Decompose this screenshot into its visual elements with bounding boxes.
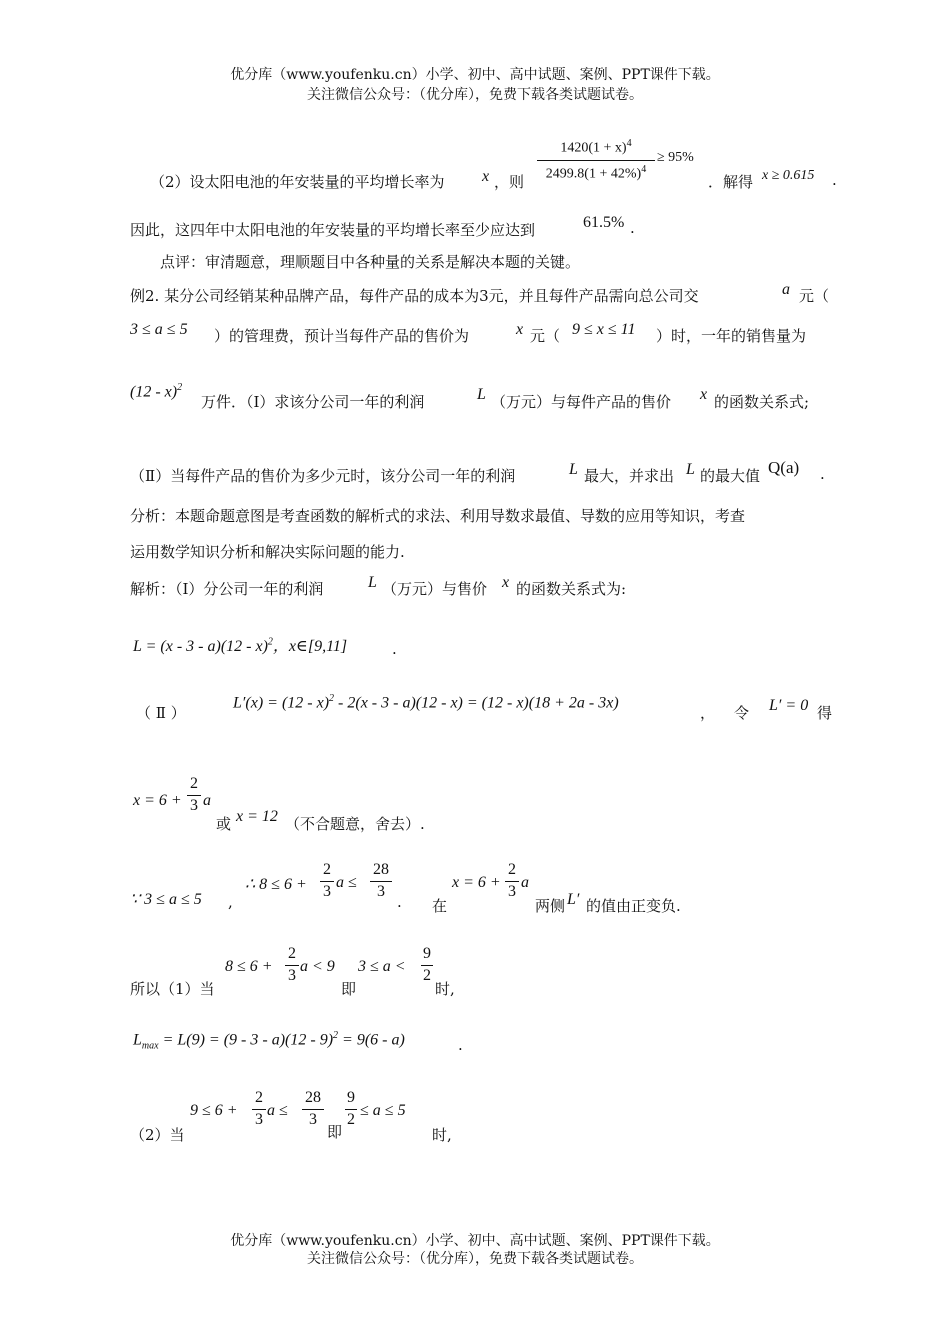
crit-a: x = 6 + [133,792,182,809]
therefore-end: . [397,893,402,911]
therefore-three-2: 3 [377,883,385,900]
ex2-var-a: a [782,281,790,298]
ex2-line3-b: （万元）与每件产品的售价 [491,393,672,411]
case1-nine: 9 [423,945,431,962]
case2-ji: 即 [327,1123,343,1141]
case2-two: 2 [255,1089,263,1106]
because: ∵ 3 ≤ a ≤ 5 [130,891,202,908]
solution-var-x: x [502,574,510,591]
case2-label: （2）当 [130,1126,185,1144]
ex2-var-L3: L [686,461,695,478]
crit-var: a [203,792,211,809]
deriv-comma: ， [700,704,716,722]
ex2-line3-c: 的函数关系式; [714,393,810,411]
therefore-two: 2 [323,861,331,878]
case2-three-2: 3 [309,1111,317,1128]
case2-range: ≤ a ≤ 5 [360,1102,406,1119]
case2-28: 28 [305,1089,321,1106]
ex2-line4-c: 的最大值 [700,467,761,485]
p1-frac-num: $1420(1 + x)^4$ [560,138,632,156]
footer-line-2: 关注微信公众号：（优分库），免费下载各类试题试卷。 [307,1251,643,1267]
solution-intro-b: （万元）与售价 [382,580,488,598]
p2-end: . [630,219,635,237]
ex2-line2-a: ）的管理费，预计当每件产品的售价为 [214,327,470,345]
part2-label: （ Ⅱ ） [136,704,186,722]
lmax-end: . [458,1036,463,1054]
lmax-eq: $L_{max} = L(9) = (9 - 3 - a)(12 - 9)^2 = 9(6 - a)$ [133,1030,405,1052]
case2-three: 3 [255,1111,263,1128]
case2-nine: 9 [347,1089,355,1106]
solution-var-L: L [368,574,377,591]
at-a: a [521,874,529,891]
therefore-b: a ≤ [336,874,357,891]
case2-frac-bar [252,1109,266,1110]
ex2-line1-b: 元（ [799,287,830,305]
sign-rest: 的值由正变负. [586,897,681,915]
case2-shi: 时, [432,1126,452,1144]
case2-ineq-a: 9 ≤ 6 + [190,1102,238,1119]
at-frac-bar [505,881,519,882]
case2-ineq-b: a ≤ [267,1102,288,1119]
ex2-var-x2: x [700,386,708,403]
p1-result: x ≥ 0.615 [762,168,815,183]
zai: 在 [432,897,448,915]
crit-reject: （不合题意，舍去）. [285,815,425,833]
ex2-line3-a: 万件．（Ⅰ）求该分公司一年的利润 [201,393,425,411]
therefore-frac-bar-2 [370,881,392,882]
p3-comment: 点评：审清题意，理顺题目中各种量的关系是解决本题的关键。 [160,253,581,271]
eq-profit-end: . [392,640,397,658]
crit-two: 2 [190,775,198,792]
p1-ge95: ≥ 95% [657,150,694,165]
case1-frac-bar-2 [421,965,433,966]
analysis-line2: 运用数学知识分析和解决实际问题的能力. [130,543,405,561]
sign-text: 两侧 [535,897,566,915]
case1-ineq-a: 8 ≤ 6 + [225,958,273,975]
eq-Lp0: L′ = 0 [769,697,809,714]
solution-intro-c: 的函数关系式为: [516,580,627,598]
solution-intro-a: 解析：（Ⅰ）分公司一年的利润 [130,580,324,598]
ex2-range-x: 9 ≤ x ≤ 11 [572,321,636,338]
therefore-a: ∴ 8 ≤ 6 + [245,876,307,893]
case2-two-2: 2 [347,1111,355,1128]
case1-frac-bar [285,965,299,966]
analysis-line1: 分析：本题命题意图是考查函数的解析式的求法、利用导数求最值、导数的应用等知识，考查 [130,507,746,525]
case1-range: 3 ≤ a < [358,958,406,975]
p2-text: 因此，这四年中太阳电池的年安装量的平均增长率至少应达到 [130,221,536,239]
ex2-line2-b: 元（ [530,327,561,345]
case1-three: 3 [288,967,296,984]
p2-value: 61.5% [583,214,625,231]
ex2-var-L2: L [569,461,578,478]
ex2-var-x: x [516,321,524,338]
ex2-Qa: Q(a) [768,458,800,477]
header-line-1: 优分库（www.youfenku.cn）小学、初中、高中试题、案例、PPT课件下载。 [230,67,720,83]
case1-ineq-b: a < 9 [300,958,335,975]
footer-line-1: 优分库（www.youfenku.cn）小学、初中、高中试题、案例、PPT课件下载。 [230,1233,720,1249]
ex2-var-L: L [477,386,486,403]
ex2-line1: 例2. 某分公司经销某种品牌产品，每件产品的成本为3元，并且每件产品需向总公司交 [130,287,699,305]
ex2-line4-b: 最大，并求出 [584,467,675,485]
because-comma: , [228,893,233,911]
p1-frac-den: $2499.8(1 + 42\%)^4$ [545,164,647,182]
case2-frac-bar-3 [345,1109,357,1110]
eq-derivative: L′(x) = (12 - x)$^2$ - 2(x - 3 - a)(12 - x) = (12 - x)(18 + 2a - 3x) [233,693,619,712]
case1-label: 所以（1）当 [130,980,215,998]
crit-frac-bar [187,795,201,796]
case1-two: 2 [288,945,296,962]
crit-three: 3 [190,797,198,814]
header-line-2: 关注微信公众号：（优分库），免费下载各类试题试卷。 [307,87,643,103]
crit-or: 或 [216,815,232,833]
ex2-range-a: 3 ≤ a ≤ 5 [130,321,188,338]
sign-L: L′ [567,891,580,908]
therefore-three: 3 [323,883,331,900]
p1-text-b: ，则 [494,173,525,191]
at-three: 3 [508,883,516,900]
p1-text-c: ．解得 [708,173,754,191]
case1-shi: 时, [435,980,455,998]
case2-frac-bar-2 [302,1109,324,1110]
de: 得 [817,704,833,722]
ex2-sales: (12 - x)$^2$ [130,382,183,401]
case1-ji: 即 [341,980,357,998]
p1-text-a: （2）设太阳电池的年安装量的平均增长率为 [150,173,445,191]
ex2-line2-c: ）时，一年的销售量为 [656,327,807,345]
therefore-28: 28 [373,861,389,878]
therefore-frac-bar [320,881,334,882]
p1-end: . [832,171,837,189]
crit-b: x = 12 [236,808,278,825]
case1-two-2: 2 [423,967,431,984]
ling: 令 [734,704,750,722]
ex2-line4-a: （Ⅱ）当每件产品的售价为多少元时，该分公司一年的利润 [130,467,516,485]
at-two: 2 [508,861,516,878]
p1-var-x: x [482,168,490,185]
ex2-end: . [820,465,825,483]
p1-frac-bar [537,160,655,161]
eq-profit: L = (x - 3 - a)(12 - x)$^2$，x∈[9,11] [133,636,348,655]
at-x: x = 6 + [452,874,501,891]
